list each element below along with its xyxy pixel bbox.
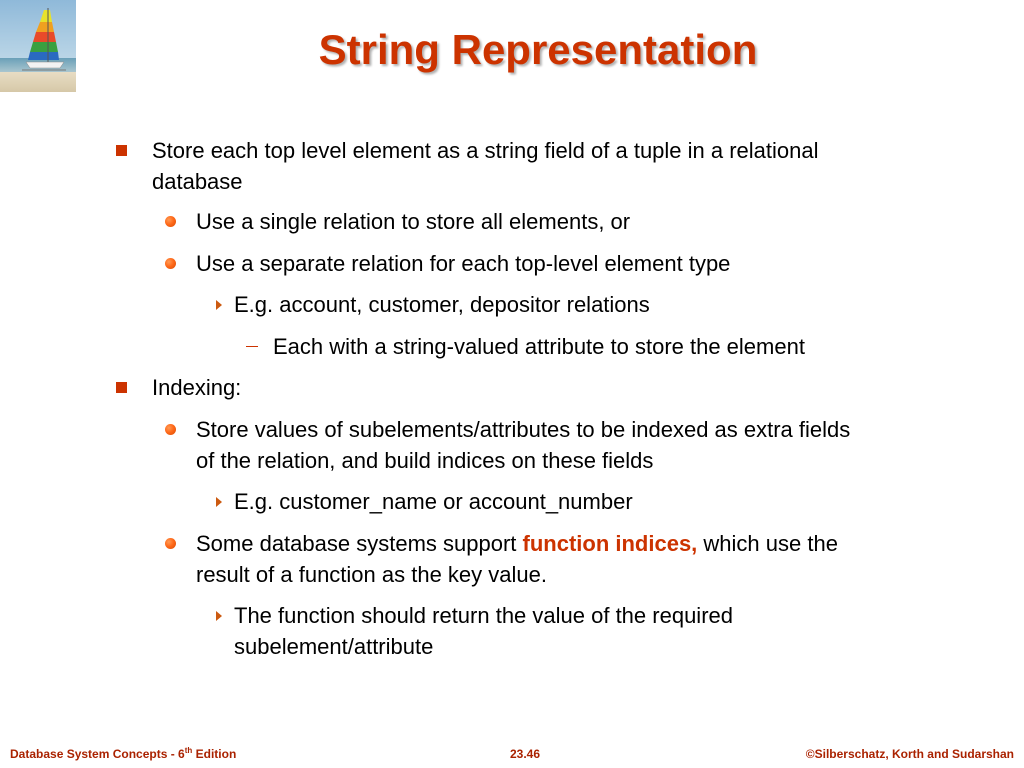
bullet-text: database <box>152 169 243 194</box>
footer-slide-number: 23.46 <box>510 747 541 761</box>
square-bullet-icon <box>116 145 127 156</box>
bullet-text: Store each top level element as a string field of a tuple in a relational <box>152 138 819 163</box>
square-bullet-icon <box>116 382 127 393</box>
dot-bullet-icon <box>165 258 176 269</box>
footer-book-title <box>10 747 236 761</box>
dot-bullet-icon <box>165 216 176 227</box>
footer-book-title-text: Database System Concepts - 6 <box>10 747 185 761</box>
dash-bullet-icon <box>246 346 258 347</box>
bullet-text-post: which use the <box>697 531 838 556</box>
bullet-text: Use a single relation to store all elements, or <box>196 209 631 234</box>
bullet-text: The function should return the value of the required <box>234 603 733 628</box>
triangle-bullet-icon <box>216 497 222 507</box>
bullet-text: Indexing: <box>152 375 242 400</box>
bullet-text: Use a separate relation for each top-level element type <box>196 251 731 276</box>
footer-edition-sup: th <box>184 746 193 755</box>
triangle-bullet-icon <box>216 300 222 310</box>
bullet-text-pre: Some database systems support <box>196 531 523 556</box>
highlight-term: function indices, <box>522 531 698 556</box>
bullet-text: of the relation, and build indices on these fields <box>196 448 654 473</box>
dot-bullet-icon <box>165 424 176 435</box>
bullet-text: result of a function as the key value. <box>196 562 547 587</box>
footer-edition-text: Edition <box>192 747 237 761</box>
footer-copyright: ©Silberschatz, Korth and Sudarshan <box>805 747 1014 761</box>
slide-title: String Representation <box>318 26 758 73</box>
bullet-text: subelement/attribute <box>234 634 434 659</box>
dot-bullet-icon <box>165 538 176 549</box>
bullet-text: Each with a string-valued attribute to store the element <box>273 334 805 359</box>
bullet-text-highlighted <box>196 528 976 559</box>
bullet-text: Store values of subelements/attributes to be indexed as extra fields <box>196 417 851 442</box>
bullet-text: E.g. account, customer, depositor relations <box>234 292 650 317</box>
triangle-bullet-icon <box>216 611 222 621</box>
bullet-text: E.g. customer_name or account_number <box>234 489 633 514</box>
